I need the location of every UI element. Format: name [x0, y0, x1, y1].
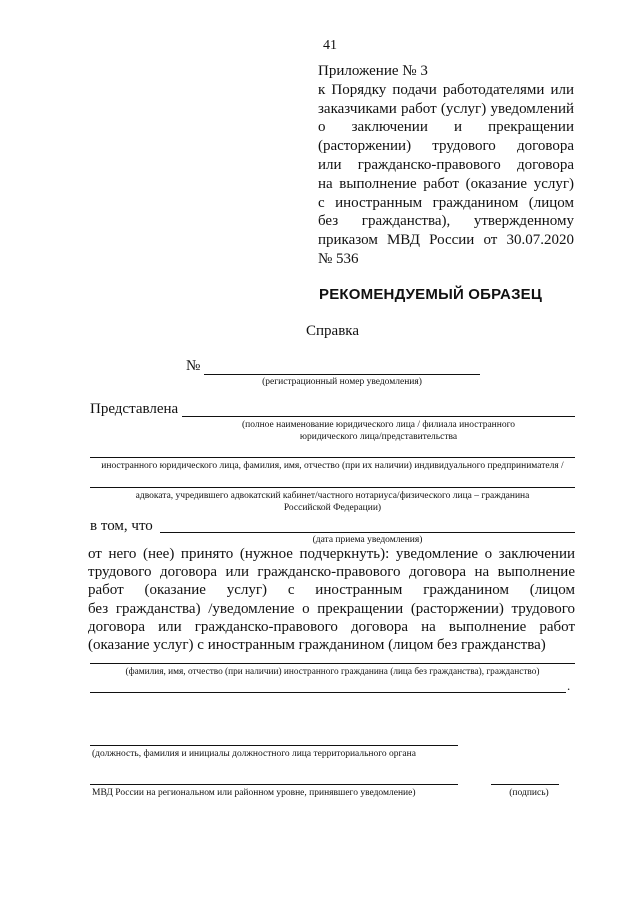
entity-line-2: [90, 487, 575, 488]
official-line-2: [90, 784, 458, 785]
presented-line: [182, 416, 575, 417]
document-title: Справка: [306, 323, 359, 339]
official-line: [90, 745, 458, 746]
presented-caption-2: юридического лица/представительства: [299, 432, 458, 442]
appendix-line: № 536: [318, 250, 359, 267]
end-mark: .: [567, 678, 571, 693]
appendix-line: или гражданско-правового договора: [318, 156, 574, 173]
appendix-line: приказом МВД России от 30.07.2020: [318, 232, 574, 249]
body-line: трудового договора или гражданско-правового договора на выполнение: [88, 564, 575, 581]
body-line: от него (нее) принято (нужное подчеркнуть): уведомление о заключении: [88, 546, 575, 562]
date-line: [160, 532, 575, 533]
body-line: договора или гражданско-правового договора на выполнение работ: [88, 618, 575, 635]
entity-line-1: [90, 457, 575, 458]
page-number: 41: [323, 38, 337, 53]
number-label: №: [186, 358, 201, 374]
recommended-sample-heading: РЕКОМЕНДУЕМЫЙ ОБРАЗЕЦ: [319, 286, 543, 303]
appendix-line: заказчиками работ (услуг) уведомлений: [318, 100, 574, 117]
presented-label: Представлена: [90, 401, 179, 417]
appendix-block: [318, 62, 574, 269]
presented-caption-1: (полное наименование юридического лица / филиала иностранного: [241, 420, 516, 430]
appendix-line: о заключении и прекращении: [318, 119, 574, 136]
entity-caption-3: Российской Федерации): [283, 503, 382, 513]
entity-caption-2: адвоката, учредившего адвокатский кабинет/частного нотариуса/физического лица – гражданина: [135, 491, 530, 501]
body-line: без гражданства) /уведомление о прекращении (расторжении) трудового: [88, 600, 575, 617]
body-paragraph: [88, 545, 575, 654]
in-that-label: в том, что: [90, 518, 153, 534]
registration-number-line: [204, 374, 480, 375]
foreigner-line: [90, 663, 575, 664]
appendix-line: Приложение № 3: [318, 63, 428, 79]
registration-number-caption: (регистрационный номер уведомления): [262, 377, 422, 387]
entity-caption-1: иностранного юридического лица, фамилия, имя, отчество (при их наличии) индивидуального предпринимателя /: [101, 461, 564, 471]
appendix-line: без гражданства), утвержденному: [318, 213, 574, 230]
date-caption: (дата приема уведомления): [312, 535, 423, 545]
official-caption-1: (должность, фамилия и инициалы должностного лица территориального органа: [92, 749, 416, 759]
official-caption-2: МВД России на региональном или районном уровне, принявшего уведомление): [92, 788, 416, 798]
appendix-line: к Порядку подачи работодателями или: [318, 81, 574, 98]
body-line: работ (оказание услуг) с иностранным гражданином (лицом: [88, 582, 575, 599]
signature-caption: (подпись): [509, 788, 549, 798]
foreigner-caption: (фамилия, имя, отчество (при наличии) иностранного гражданина (лица без гражданства), гражданство): [125, 667, 540, 677]
signature-line: [491, 784, 559, 785]
body-line: (оказание услуг) с иностранным гражданином (лицом без гражданства): [88, 637, 546, 654]
appendix-line: на выполнение работ (оказание услуг): [318, 175, 574, 192]
appendix-line: с иностранным гражданином (лицом: [318, 194, 574, 211]
appendix-line: (расторжении) трудового договора: [318, 138, 574, 155]
foreigner-line-2: [90, 692, 566, 693]
